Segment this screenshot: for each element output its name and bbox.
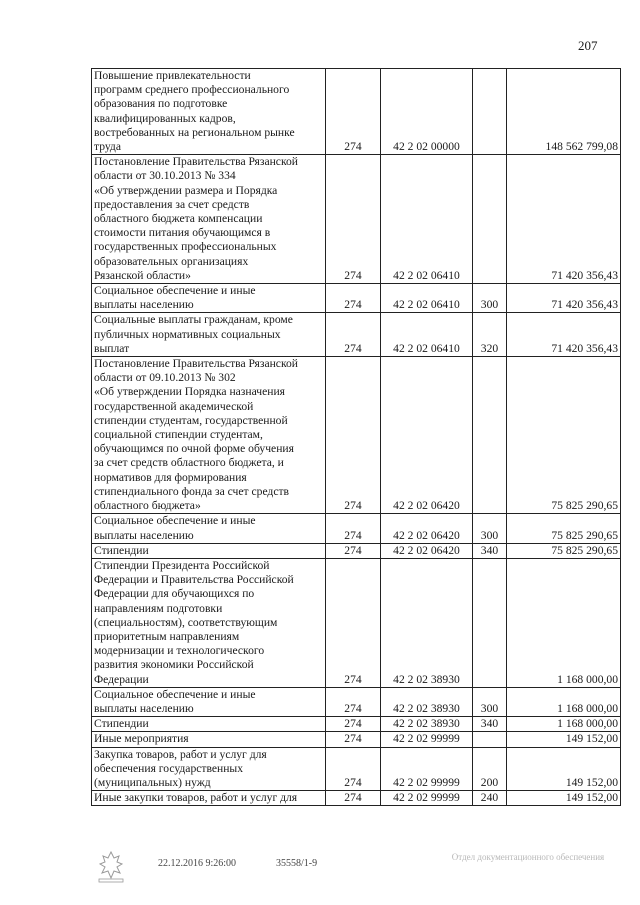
row-amount: 75 825 290,65 xyxy=(507,357,621,514)
table-row xyxy=(92,69,621,155)
row-expense-type: 320 xyxy=(473,313,507,357)
row-target-article: 42 2 02 06410 xyxy=(381,284,473,313)
row-name: Социальные выплаты гражданам, кроме публичных нормативных социальных выплат xyxy=(92,313,326,357)
row-target-article: 42 2 02 06420 xyxy=(381,543,473,558)
row-target-article: 42 2 02 38930 xyxy=(381,717,473,732)
row-expense-type: 340 xyxy=(473,717,507,732)
table-row xyxy=(92,313,621,357)
row-target-article: 42 2 02 99999 xyxy=(381,747,473,791)
row-name: Постановление Правительства Рязанской области от 30.10.2013 № 334 «Об утверждении размера и Порядка предоставления за счет средств областного бюджета компенсации стоимости питания обучающимся в государственных профессиональных образовательных организациях Рязанской области» xyxy=(92,155,326,284)
row-name: Стипендии Президента Российской Федерации и Правительства Российской Федерации для обучающихся по направлениям подготовки (специальностям), соответствующим приоритетным направлениям модернизации и технологического развития экономики Российской Федерации xyxy=(92,558,326,687)
row-target-article: 42 2 02 06420 xyxy=(381,357,473,514)
footer-date: 22.12.2016 9:26:00 xyxy=(158,858,237,869)
row-target-article: 42 2 02 38930 xyxy=(381,558,473,687)
table-row xyxy=(92,717,621,732)
row-name: Социальное обеспечение и иные выплаты населению xyxy=(92,687,326,716)
row-department-code: 274 xyxy=(326,717,381,732)
row-amount: 1 168 000,00 xyxy=(507,687,621,716)
table-row xyxy=(92,747,621,791)
table-row xyxy=(92,357,621,514)
row-department-code: 274 xyxy=(326,155,381,284)
row-expense-type xyxy=(473,357,507,514)
row-expense-type: 200 xyxy=(473,747,507,791)
row-department-code: 274 xyxy=(326,514,381,543)
page-number: 207 xyxy=(578,38,598,53)
row-department-code: 274 xyxy=(326,747,381,791)
row-expense-type: 300 xyxy=(473,284,507,313)
row-amount: 149 152,00 xyxy=(507,747,621,791)
row-amount: 75 825 290,65 xyxy=(507,543,621,558)
row-department-code: 274 xyxy=(326,791,381,806)
table-row xyxy=(92,558,621,687)
budget-table-body xyxy=(92,69,621,806)
row-name: Социальное обеспечение и иные выплаты населению xyxy=(92,514,326,543)
row-name: Стипендии xyxy=(92,717,326,732)
row-amount: 71 420 356,43 xyxy=(507,313,621,357)
row-expense-type: 340 xyxy=(473,543,507,558)
row-department-code: 274 xyxy=(326,558,381,687)
row-name: Повышение привлекательности программ среднего профессионального образования по подготовке квалифицированных кадров, востребованных на региональном рынке труда xyxy=(92,69,326,155)
row-target-article: 42 2 02 99999 xyxy=(381,732,473,747)
row-department-code: 274 xyxy=(326,357,381,514)
row-amount: 1 168 000,00 xyxy=(507,558,621,687)
row-amount: 71 420 356,43 xyxy=(507,155,621,284)
row-amount: 71 420 356,43 xyxy=(507,284,621,313)
row-department-code: 274 xyxy=(326,69,381,155)
table-row xyxy=(92,687,621,716)
row-expense-type xyxy=(473,155,507,284)
row-amount: 149 152,00 xyxy=(507,791,621,806)
footer-document-code: 35558/1-9 xyxy=(276,858,318,869)
budget-table xyxy=(91,68,621,806)
row-name: Иные закупки товаров, работ и услуг для xyxy=(92,791,326,806)
row-name: Социальное обеспечение и иные выплаты населению xyxy=(92,284,326,313)
row-department-code: 274 xyxy=(326,313,381,357)
row-expense-type: 240 xyxy=(473,791,507,806)
row-expense-type xyxy=(473,558,507,687)
row-target-article: 42 2 02 06410 xyxy=(381,155,473,284)
row-amount: 75 825 290,65 xyxy=(507,514,621,543)
row-target-article: 42 2 02 06410 xyxy=(381,313,473,357)
row-expense-type xyxy=(473,69,507,155)
row-target-article: 42 2 02 06420 xyxy=(381,514,473,543)
row-expense-type: 300 xyxy=(473,514,507,543)
table-row xyxy=(92,155,621,284)
row-department-code: 274 xyxy=(326,284,381,313)
row-name: Постановление Правительства Рязанской области от 09.10.2013 № 302 «Об утверждении Порядка назначения государственной академической стипендии студентам, государственной социальной стипендии студентам, обучающимся по очной форме обучения за счет средств областного бюджета, и нормативов для формирования стипендиального фонда за счет средств областного бюджета» xyxy=(92,357,326,514)
table-row xyxy=(92,732,621,747)
table-row xyxy=(92,284,621,313)
row-target-article: 42 2 02 99999 xyxy=(381,791,473,806)
footer-stamp: Отдел документационного обеспечения xyxy=(451,852,605,862)
row-department-code: 274 xyxy=(326,687,381,716)
row-name: Иные мероприятия xyxy=(92,732,326,747)
table-row xyxy=(92,514,621,543)
row-target-article: 42 2 02 38930 xyxy=(381,687,473,716)
row-expense-type xyxy=(473,732,507,747)
table-row xyxy=(92,791,621,806)
table-row xyxy=(92,543,621,558)
row-target-article: 42 2 02 00000 xyxy=(381,69,473,155)
emblem-seal-icon xyxy=(96,850,126,884)
row-amount: 148 562 799,08 xyxy=(507,69,621,155)
row-expense-type: 300 xyxy=(473,687,507,716)
row-department-code: 274 xyxy=(326,543,381,558)
row-department-code: 274 xyxy=(326,732,381,747)
row-amount: 1 168 000,00 xyxy=(507,717,621,732)
row-name: Стипендии xyxy=(92,543,326,558)
row-name: Закупка товаров, работ и услуг для обеспечения государственных (муниципальных) нужд xyxy=(92,747,326,791)
row-amount: 149 152,00 xyxy=(507,732,621,747)
